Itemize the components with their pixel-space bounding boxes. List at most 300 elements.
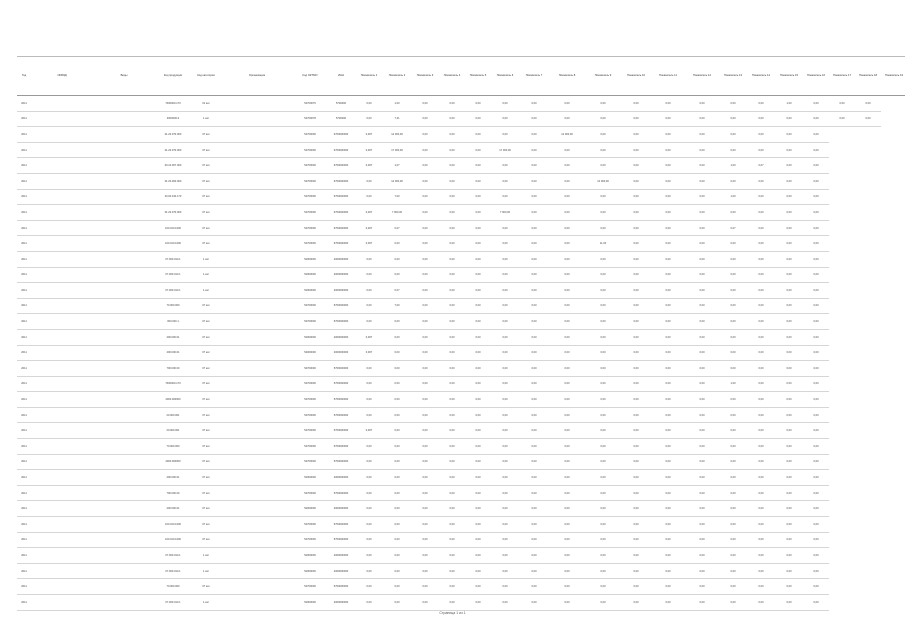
table-cell — [93, 345, 155, 361]
table-cell: 5700000000 — [327, 407, 355, 423]
table-cell: 0,00 — [519, 376, 549, 392]
table-cell: 0,00 — [775, 423, 803, 439]
table-cell: 0,00 — [775, 376, 803, 392]
table-cell — [221, 563, 293, 579]
table-cell: 0,00 — [621, 220, 651, 236]
table-cell: 0,00 — [719, 345, 747, 361]
table-cell: 54700000 — [293, 142, 327, 158]
table-cell: 0,00 — [411, 173, 439, 189]
table-cell: 0,00 — [411, 96, 439, 112]
table-cell — [93, 267, 155, 283]
table-cell: 07.000.010.1 — [155, 548, 191, 564]
table-cell: 0,00 — [621, 189, 651, 205]
table-cell: 0,00 — [549, 283, 585, 299]
table-cell: 0,00 — [465, 283, 491, 299]
column-header: Показатель 11 — [651, 57, 685, 96]
table-cell: 0,00 — [439, 470, 465, 486]
table-cell: 2011 — [17, 205, 31, 221]
table-cell: 0,00 — [651, 595, 685, 611]
table-cell: 0,00 — [747, 142, 775, 158]
table-cell — [221, 454, 293, 470]
table-cell — [31, 454, 93, 470]
table-cell: 0,00 — [803, 158, 829, 174]
table-cell: 07.000.010.1 — [155, 595, 191, 611]
table-cell: 0,00 — [747, 392, 775, 408]
table-cell — [31, 283, 93, 299]
table-cell: 0,00 — [803, 267, 829, 283]
table-cell: 0,00 — [621, 329, 651, 345]
table-cell: 0,00 — [383, 392, 411, 408]
table-cell: 0,00 — [685, 392, 719, 408]
table-cell — [221, 517, 293, 533]
table-cell: 0,00 — [747, 111, 775, 127]
table-row — [17, 283, 905, 299]
table-cell: 0,00 — [747, 220, 775, 236]
table-cell: 0,00 — [651, 407, 685, 423]
table-cell: 0,00 — [549, 267, 585, 283]
table-cell — [31, 423, 93, 439]
table-cell: 0,00 — [549, 595, 585, 611]
table-row — [17, 454, 905, 470]
table-cell: 0,00 — [651, 501, 685, 517]
table-cell: 0,00 — [519, 345, 549, 361]
table-cell: 01.20.000.000 — [155, 173, 191, 189]
table-cell: 0,00 — [439, 485, 465, 501]
table-cell: 0,00 — [491, 548, 519, 564]
table-cell: 0,00 — [465, 407, 491, 423]
table-cell: 0,00 — [549, 96, 585, 112]
table-cell: 1,00 — [383, 96, 411, 112]
table-cell: 0,00 — [355, 407, 383, 423]
table-cell: 0,00 — [747, 501, 775, 517]
table-cell: 5700000000 — [327, 439, 355, 455]
table-cell: 07 кат — [191, 298, 221, 314]
table-row — [17, 127, 905, 143]
table-cell — [93, 407, 155, 423]
table-cell: 0,00 — [775, 267, 803, 283]
table-cell: 0,007 — [355, 127, 383, 143]
table-cell: 0,00 — [383, 376, 411, 392]
table-cell: 0,00 — [803, 517, 829, 533]
table-cell: 0,00 — [491, 392, 519, 408]
table-cell: 1 кат — [191, 595, 221, 611]
table-cell: 54000000 — [293, 470, 327, 486]
table-cell: 2011 — [17, 142, 31, 158]
table-cell: 0,00 — [621, 345, 651, 361]
table-cell: 0,00 — [747, 517, 775, 533]
table-cell: 0,00 — [585, 423, 621, 439]
table-cell: 0,00 — [491, 127, 519, 143]
table-cell: 0,00 — [411, 345, 439, 361]
table-cell: 0,00 — [411, 314, 439, 330]
table-cell: 0,00 — [491, 298, 519, 314]
table-cell: 54700000 — [293, 423, 327, 439]
table-cell: 0,00 — [685, 532, 719, 548]
table-cell: 0,00 — [651, 532, 685, 548]
table-cell: 0,00 — [651, 439, 685, 455]
table-cell: 0,00 — [803, 485, 829, 501]
table-cell: 0,00 — [621, 485, 651, 501]
table-cell: 54700000 — [293, 220, 327, 236]
table-cell: 07 кат — [191, 501, 221, 517]
table-cell: 2011 — [17, 267, 31, 283]
table-cell: 0,00 — [719, 423, 747, 439]
table-cell: 07.000.010.1 — [155, 267, 191, 283]
column-header: Код продукции — [155, 57, 191, 96]
table-cell: 0,00 — [651, 173, 685, 189]
table-cell: 0,00 — [747, 267, 775, 283]
table-cell: 0,00 — [355, 485, 383, 501]
table-cell: 000.000.1 — [155, 314, 191, 330]
table-cell: 0,00 — [549, 205, 585, 221]
table-cell: 0,00 — [465, 454, 491, 470]
table-row — [17, 345, 905, 361]
table-cell: 0,00 — [465, 376, 491, 392]
table-cell: 100.010.1000 — [155, 236, 191, 252]
table-cell: 0,00 — [355, 251, 383, 267]
table-cell: 0,00 — [439, 205, 465, 221]
table-cell: 0,00 — [685, 142, 719, 158]
table-cell: 0,00 — [411, 251, 439, 267]
table-cell: 0,00 — [465, 485, 491, 501]
table-cell: 0,00 — [519, 563, 549, 579]
table-cell: 0,00 — [621, 548, 651, 564]
table-cell: 0,00 — [685, 329, 719, 345]
table-cell: 07 кат — [191, 439, 221, 455]
table-cell: 0,00 — [411, 517, 439, 533]
table-cell: 0,00 — [411, 454, 439, 470]
table-cell: 07 кат — [191, 205, 221, 221]
table-cell: 0,00 — [685, 501, 719, 517]
table-cell: 0,00 — [411, 189, 439, 205]
table-cell: 1,00 — [719, 158, 747, 174]
table-cell: 0,00 — [719, 407, 747, 423]
table-cell — [93, 189, 155, 205]
table-cell: 0,00 — [585, 127, 621, 143]
table-cell — [31, 236, 93, 252]
table-cell: 0,00 — [439, 392, 465, 408]
table-cell: 07 кат — [191, 220, 221, 236]
table-cell: 5700000000 — [327, 392, 355, 408]
table-cell: 6700000000 — [327, 205, 355, 221]
table-row — [17, 579, 905, 595]
table-cell: 7000000-170 — [155, 376, 191, 392]
table-cell: 0,00 — [439, 454, 465, 470]
table-cell: 0,00 — [621, 595, 651, 611]
table-cell: 0,00 — [519, 329, 549, 345]
table-cell: 0,00 — [585, 579, 621, 595]
table-row — [17, 517, 905, 533]
table-cell: 0,00 — [747, 283, 775, 299]
table-row — [17, 376, 905, 392]
table-cell: 20.000.001 — [155, 423, 191, 439]
table-cell: 0,00 — [651, 96, 685, 112]
table-cell: 0,00 — [383, 423, 411, 439]
table-cell: 54000000 — [293, 345, 327, 361]
table-cell: 0,00 — [775, 329, 803, 345]
table-cell: 0,00 — [383, 454, 411, 470]
table-cell: 2011 — [17, 439, 31, 455]
table-cell: 0,00 — [585, 595, 621, 611]
column-header: Код ОКТМО — [293, 57, 327, 96]
table-cell: 0,00 — [803, 142, 829, 158]
table-cell — [221, 267, 293, 283]
table-cell — [93, 127, 155, 143]
table-cell: 6700000000 — [327, 220, 355, 236]
table-cell: 0,00 — [383, 485, 411, 501]
table-cell: 2011 — [17, 158, 31, 174]
table-cell: 0,00 — [585, 485, 621, 501]
table-cell: 0,00 — [775, 236, 803, 252]
table-cell — [31, 251, 93, 267]
table-cell: 0,00 — [719, 595, 747, 611]
table-cell: 0,00 — [383, 517, 411, 533]
table-cell: 2011 — [17, 329, 31, 345]
table-cell: 4000.000000 — [155, 392, 191, 408]
table-cell — [31, 189, 93, 205]
table-row — [17, 298, 905, 314]
table-cell — [31, 158, 93, 174]
table-cell: 0,00 — [465, 501, 491, 517]
table-cell: 0,00 — [439, 142, 465, 158]
table-cell: 0,00 — [651, 470, 685, 486]
table-cell: 17 000,00 — [383, 142, 411, 158]
table-cell: 0,00 — [411, 267, 439, 283]
table-cell: 0,00 — [803, 127, 829, 143]
table-cell: 0,00 — [519, 485, 549, 501]
table-cell: 0,00 — [719, 361, 747, 377]
table-cell: 0,00 — [355, 595, 383, 611]
table-cell: 54700078 — [293, 111, 327, 127]
table-cell: 0,00 — [747, 485, 775, 501]
table-cell — [31, 96, 93, 112]
table-cell: 0,00 — [491, 485, 519, 501]
table-row — [17, 158, 905, 174]
table-cell: 54700000 — [293, 579, 327, 595]
table-cell: 0,00 — [383, 345, 411, 361]
table-cell — [31, 579, 93, 595]
table-cell: 0,007 — [355, 345, 383, 361]
table-cell: 0,00 — [775, 298, 803, 314]
table-cell: 0,00 — [465, 298, 491, 314]
table-cell: 0,00 — [465, 361, 491, 377]
table-cell: 0,00 — [439, 220, 465, 236]
table-cell: 2011 — [17, 517, 31, 533]
table-cell: 0,00 — [775, 548, 803, 564]
table-cell: 2011 — [17, 485, 31, 501]
table-cell: 0,00 — [519, 470, 549, 486]
table-cell: 2011 — [17, 361, 31, 377]
table-cell: 0,00 — [465, 111, 491, 127]
table-cell — [93, 314, 155, 330]
table-cell: 2011 — [17, 314, 31, 330]
table-cell: 2011 — [17, 345, 31, 361]
table-cell: 0,00 — [383, 314, 411, 330]
table-cell: 0,00 — [355, 111, 383, 127]
table-cell: 0,00 — [411, 392, 439, 408]
table-cell: 0,00 — [775, 361, 803, 377]
table-row — [17, 205, 905, 221]
table-cell: 54700000 — [293, 439, 327, 455]
table-cell: 20.000.001 — [155, 407, 191, 423]
header-row — [17, 57, 905, 96]
table-cell: 54700000 — [293, 205, 327, 221]
table-cell: 0,00 — [549, 423, 585, 439]
table-cell: 0,00 — [651, 251, 685, 267]
table-row — [17, 361, 905, 377]
table-cell: 0,00 — [747, 96, 775, 112]
table-cell: 0,00 — [719, 548, 747, 564]
table-row — [17, 189, 905, 205]
table-cell — [221, 236, 293, 252]
table-cell: 0,00 — [411, 236, 439, 252]
table-cell: 0,00 — [803, 173, 829, 189]
table-cell: 2000000000 — [327, 329, 355, 345]
table-cell — [31, 361, 93, 377]
table-cell: 0,00 — [585, 251, 621, 267]
column-header: Показатель 12 — [685, 57, 719, 96]
table-cell: 07 кат — [191, 236, 221, 252]
table-cell: 0,00 — [519, 236, 549, 252]
table-cell: 7,41 — [383, 111, 411, 127]
table-cell: 0,00 — [685, 298, 719, 314]
table-cell: 0,00 — [465, 345, 491, 361]
table-cell: 0,00 — [465, 439, 491, 455]
table-cell: 0,00 — [491, 579, 519, 595]
table-row — [17, 423, 905, 439]
table-cell — [93, 454, 155, 470]
table-cell: 0,00 — [651, 158, 685, 174]
table-cell: 0,00 — [549, 189, 585, 205]
table-cell: 0,00 — [355, 96, 383, 112]
table-cell: 0,00 — [829, 111, 855, 127]
table-cell: 0,00 — [685, 376, 719, 392]
table-cell — [93, 470, 155, 486]
table-row — [17, 595, 905, 611]
table-cell: 0,00 — [585, 314, 621, 330]
table-cell: 54000000 — [293, 595, 327, 611]
table-cell: 2011 — [17, 595, 31, 611]
table-cell: 0,00 — [651, 220, 685, 236]
column-header: Показатель 18 — [855, 57, 881, 96]
column-header: Показатель 8 — [549, 57, 585, 96]
table-row — [17, 96, 905, 112]
table-cell — [221, 173, 293, 189]
table-cell: 2011 — [17, 220, 31, 236]
table-cell: 6700000000 — [327, 236, 355, 252]
table-cell: 0,00 — [651, 361, 685, 377]
table-cell: 0,00 — [719, 236, 747, 252]
table-cell: 0,00 — [465, 563, 491, 579]
table-cell — [221, 361, 293, 377]
column-header: Год — [17, 57, 31, 96]
page-footer: Страница 1 из 1 — [439, 611, 466, 615]
table-cell: 0,00 — [621, 142, 651, 158]
table-row — [17, 236, 905, 252]
table-cell: 2000000000 — [327, 267, 355, 283]
table-cell: 0,00 — [519, 392, 549, 408]
table-cell: 54700000 — [293, 189, 327, 205]
table-cell: 0,00 — [719, 439, 747, 455]
table-cell: 0,00 — [803, 189, 829, 205]
table-cell: 07 кат — [191, 158, 221, 174]
table-cell: 0,00 — [651, 189, 685, 205]
table-cell: 0,00 — [411, 439, 439, 455]
table-cell — [221, 142, 293, 158]
table-cell: 1 кат — [191, 251, 221, 267]
table-cell: 0,00 — [775, 439, 803, 455]
table-cell: 0,00 — [439, 595, 465, 611]
table-cell: 2000000000 — [327, 501, 355, 517]
table-cell: 0,00 — [411, 423, 439, 439]
table-cell: 0,00 — [829, 96, 855, 112]
table-cell: 54700000 — [293, 517, 327, 533]
table-cell — [221, 407, 293, 423]
table-cell: 0,00 — [747, 454, 775, 470]
table-cell: 0,00 — [803, 579, 829, 595]
table-cell: 0,00 — [651, 376, 685, 392]
table-cell: 0,00 — [355, 173, 383, 189]
table-cell: 54000000 — [293, 329, 327, 345]
table-cell: 0,00 — [411, 127, 439, 143]
table-cell: 0,00 — [549, 361, 585, 377]
table-cell: 0,00 — [803, 376, 829, 392]
table-cell: 07 кат — [191, 579, 221, 595]
table-cell: 7,00 — [383, 298, 411, 314]
table-cell: 0,00 — [621, 439, 651, 455]
table-cell — [221, 439, 293, 455]
table-cell: 0,00 — [465, 548, 491, 564]
table-cell: 0,00 — [585, 454, 621, 470]
table-cell: 14 000,00 — [585, 173, 621, 189]
table-cell: 0,00 — [747, 236, 775, 252]
table-cell: 0,00 — [585, 283, 621, 299]
table-cell: 07 кат — [191, 376, 221, 392]
table-cell: 0,00 — [803, 439, 829, 455]
table-cell: 0,00 — [355, 361, 383, 377]
table-cell: 0,00 — [585, 361, 621, 377]
table-cell: 54700000 — [293, 407, 327, 423]
table-cell: 54700000 — [293, 314, 327, 330]
table-cell: 0,00 — [585, 470, 621, 486]
table-cell: 0,00 — [519, 298, 549, 314]
table-cell: 2000000000 — [327, 345, 355, 361]
table-cell: 0,00 — [651, 205, 685, 221]
table-cell: 0,00 — [411, 111, 439, 127]
table-cell — [93, 251, 155, 267]
table-cell: 0,00 — [491, 563, 519, 579]
table-cell: 0,07 — [383, 220, 411, 236]
table-cell: 0,00 — [747, 127, 775, 143]
table-cell: 0,00 — [803, 563, 829, 579]
table-cell: 0,00 — [651, 127, 685, 143]
table-cell: 0,00 — [549, 517, 585, 533]
table-cell: 0,00 — [491, 236, 519, 252]
table-cell: 0,00 — [685, 361, 719, 377]
table-cell — [93, 376, 155, 392]
table-cell: 4000000-0 — [155, 111, 191, 127]
table-cell: 07 кат — [191, 127, 221, 143]
table-cell: 54700000 — [293, 392, 327, 408]
table-cell: 0,00 — [621, 173, 651, 189]
table-cell — [221, 579, 293, 595]
table-cell — [31, 220, 93, 236]
table-cell: 0,00 — [585, 376, 621, 392]
table-cell — [93, 205, 155, 221]
table-cell: 0,00 — [803, 501, 829, 517]
table-cell: 0,00 — [439, 548, 465, 564]
table-cell: 0,00 — [747, 205, 775, 221]
